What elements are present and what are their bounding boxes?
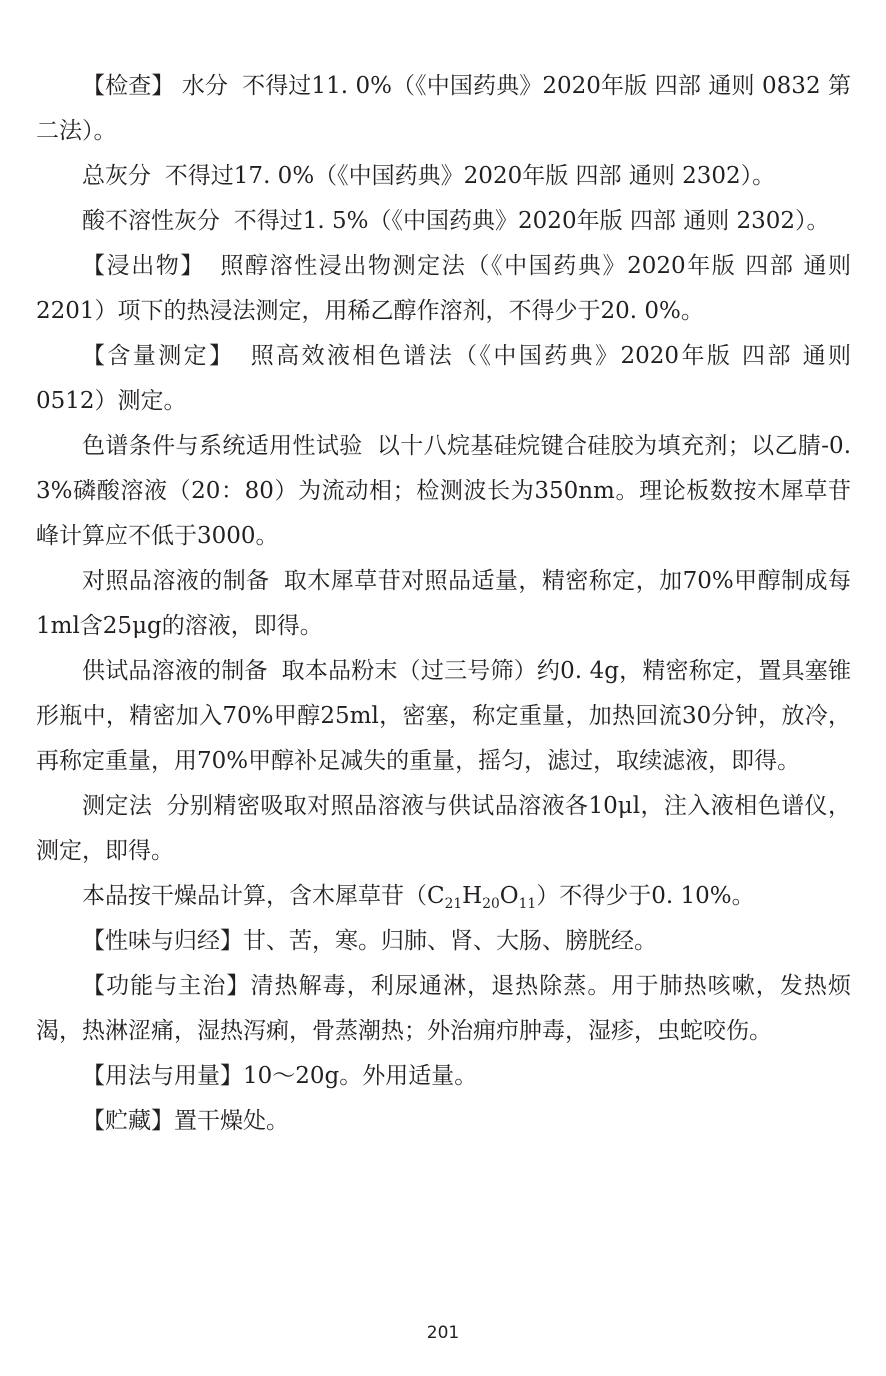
paragraph-text: 甘、苦，寒。归肺、肾、大肠、膀胱经。 [243,928,657,954]
paragraph-text: 以十八烷基硅烷键合硅胶为填充剂；以乙腈-0. 3%磷酸溶液（20：80）为流动相；检测波长为350nm。理论板数按木犀草苷峰计算应不低于3000。 [36,433,852,549]
paragraph-extractives [36,244,851,334]
content-text-before: 本品按干燥品计算，含木犀草苷（C [82,883,445,909]
section-heading: 对照品溶液的制备 [82,568,270,594]
paragraph-text: 10～20g。外用适量。 [243,1063,478,1089]
paragraph-text: 分别精密吸取对照品溶液与供试品溶液各10μl，注入液相色谱仪，测定，即得。 [36,793,852,864]
paragraph-test-solution [36,649,851,784]
paragraph-total-ash [36,154,851,199]
page-number: 201 [426,1323,460,1343]
paragraph-content-limit [36,874,851,919]
paragraph-text: 不得过11. 0%（《中国药典》2020年版 四部 通则 0832 第二法）。 [36,73,852,144]
paragraph-properties [36,919,851,964]
section-heading: 【性味与归经】 [82,928,243,954]
section-heading: 酸不溶性灰分 [82,208,220,234]
element-hydrogen: H [462,883,483,909]
paragraph-moisture [36,64,851,154]
paragraph-reference-solution [36,559,851,649]
paragraph-functions [36,964,851,1054]
subscript-oxygen: 11 [518,895,537,912]
paragraph-dosage [36,1054,851,1099]
paragraph-text: 清热解毒，利尿通淋，退热除蒸。用于肺热咳嗽，发热烦渴，热淋涩痛，湿热泻痢，骨蒸潮热；外治痈疖肿毒，湿疹，虫蛇咬伤。 [36,973,852,1044]
paragraph-text: 不得过1. 5%（《中国药典》2020年版 四部 通则 2302）。 [233,208,830,234]
paragraph-text: 不得过17. 0%（《中国药典》2020年版 四部 通则 2302）。 [164,163,776,189]
section-heading: 【功能与主治】 [82,973,251,999]
content-text-after: ）不得少于0. 10%。 [536,883,755,909]
paragraph-storage [36,1099,851,1144]
subscript-carbon: 21 [444,895,463,912]
paragraph-chromatographic-conditions [36,424,851,559]
section-heading: 【贮藏】 [82,1108,174,1134]
paragraph-acid-insoluble-ash [36,199,851,244]
paragraph-text: 置干燥处。 [174,1108,289,1134]
paragraph-text: 取木犀草苷对照品适量，精密称定，加70%甲醇制成每1ml含25μg的溶液，即得。 [36,568,852,639]
section-heading: 【用法与用量】 [82,1063,243,1089]
section-heading: 色谱条件与系统适用性试验 [82,433,363,459]
section-heading: 【浸出物】 [82,253,205,279]
paragraph-procedure [36,784,851,874]
paragraph-text: 照高效液相色谱法（《中国药典》2020年版 四部 通则 0512）测定。 [36,343,852,414]
section-heading: 测定法 [82,793,153,819]
section-heading: 供试品溶液的制备 [82,658,268,684]
document-body [36,64,851,1144]
subscript-hydrogen: 20 [482,895,500,912]
section-heading: 【含量测定】 [82,343,235,369]
section-heading: 总灰分 [82,163,151,189]
paragraph-assay [36,334,851,424]
element-oxygen: O [499,883,519,909]
paragraph-text: 取本品粉末（过三号筛）约0. 4g，精密称定，置具塞锥形瓶中，精密加入70%甲醇25ml，密塞，称定重量，加热回流30分钟，放冷，再称定重量，用70%甲醇补足减失的重量，摇匀，滤过，取续滤液，即得。 [36,658,851,774]
paragraph-text: 照醇溶性浸出物测定法（《中国药典》2020年版 四部 通则 2201）项下的热浸法测定，用稀乙醇作溶剂，不得少于20. 0%。 [36,253,852,324]
section-heading: 【检查】 水分 [82,73,229,99]
